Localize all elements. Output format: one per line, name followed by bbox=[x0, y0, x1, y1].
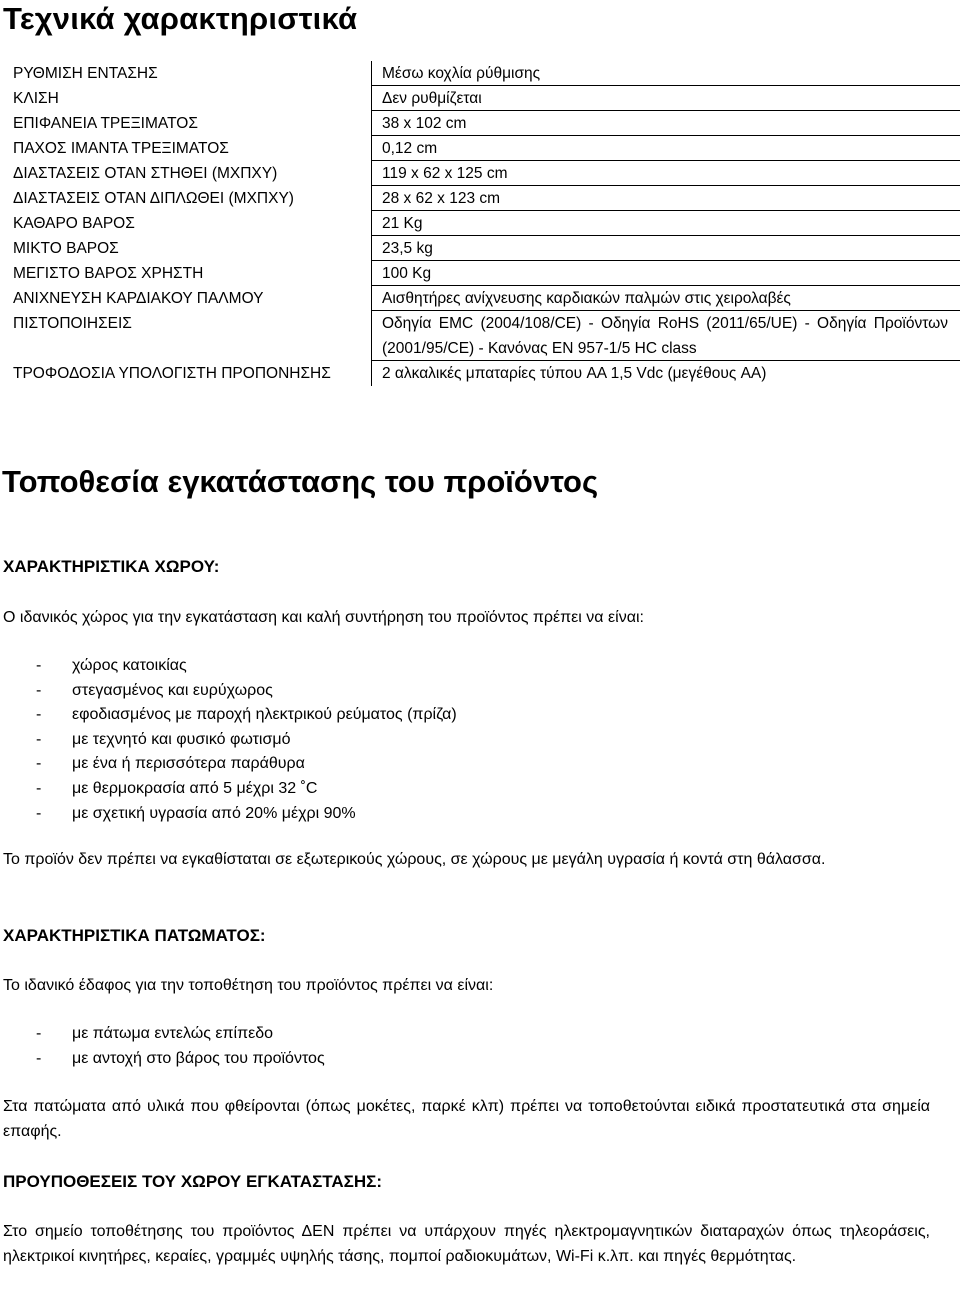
spec-key: ΚΑΘΑΡΟ ΒΑΡΟΣ bbox=[13, 215, 135, 232]
dash: - bbox=[36, 1049, 42, 1067]
spec-key: ΑΝΙΧΝΕΥΣΗ ΚΑΡΔΙΑΚΟΥ ΠΑΛΜΟΥ bbox=[13, 290, 264, 307]
spec-value: 38 x 102 cm bbox=[371, 111, 960, 136]
floor-intro: Το ιδανικό έδαφος για την τοποθέτηση του προϊόντος πρέπει να είναι: bbox=[3, 977, 494, 994]
list-item-text: εφοδιασμένος με παροχή ηλεκτρικού ρεύματος (πρίζα) bbox=[72, 706, 457, 724]
spec-value: 23,5 kg bbox=[371, 236, 960, 261]
spec-value: 21 Kg bbox=[371, 211, 960, 236]
floor-note: Στα πατώματα από υλικά που φθείρονται (όπως μοκέτες, παρκέ κλπ) πρέπει να τοποθετούνται ειδικά προστατευτικά στα σημεία επαφής. bbox=[3, 1098, 930, 1140]
list-item-text: με πάτωμα εντελώς επίπεδο bbox=[72, 1025, 274, 1042]
floor-list bbox=[3, 1022, 325, 1071]
page-title: Τεχνικά χαρακτηριστικά bbox=[3, 1, 358, 36]
spec-value: 100 Kg bbox=[371, 261, 960, 286]
room-list bbox=[3, 654, 457, 826]
floor-heading: ΧΑΡΑΚΤΗΡΙΣΤΙΚΑ ΠΑΤΩΜΑΤΟΣ: bbox=[3, 926, 266, 945]
spec-value: 28 x 62 x 123 cm bbox=[371, 186, 960, 211]
spec-key: ΚΛΙΣΗ bbox=[13, 90, 59, 107]
spec-value: 2 αλκαλικές μπαταρίες τύπου AA 1,5 Vdc (μεγέθους AA) bbox=[371, 361, 960, 386]
spec-key: ΠΙΣΤΟΠΟΙΗΣΕΙΣ bbox=[13, 315, 132, 332]
list-item-text: με θερμοκρασία από 5 μέχρι 32 ˚C bbox=[72, 779, 318, 797]
dash: - bbox=[36, 657, 42, 674]
spec-row bbox=[10, 261, 960, 286]
list-item-text: στεγασμένος και ευρύχωρος bbox=[72, 681, 273, 699]
spec-key: ΔΙΑΣΤΑΣΕΙΣ ΟΤΑΝ ΣΤΗΘΕΙ (ΜΧΠΧΥ) bbox=[13, 165, 278, 182]
dash: - bbox=[36, 755, 42, 773]
list-item bbox=[3, 1047, 325, 1072]
spec-value: Δεν ρυθμίζεται bbox=[371, 86, 960, 111]
list-item bbox=[3, 728, 457, 753]
spec-key: ΕΠΙΦΑΝΕΙΑ ΤΡΕΞΙΜΑΤΟΣ bbox=[13, 115, 198, 132]
dash: - bbox=[36, 730, 42, 748]
dash: - bbox=[36, 804, 42, 822]
prereq-text: Στο σημείο τοποθέτησης του προϊόντος ΔΕΝ πρέπει να υπάρχουν πηγές ηλεκτρομαγνητικών διαταραχών όπως τηλεοράσεις, ηλεκτρικοί κινητήρες, κεραίες, γραμμές υψηλής τάσης, πομποί ραδιοκυμάτων, Wi-Fi κ.λπ. και πηγές θερμότητας. bbox=[3, 1223, 930, 1265]
spec-value: 0,12 cm bbox=[371, 136, 960, 161]
room-heading: ΧΑΡΑΚΤΗΡΙΣΤΙΚΑ ΧΩΡΟΥ: bbox=[3, 557, 220, 576]
spec-row bbox=[10, 361, 960, 386]
spec-value: Αισθητήρες ανίχνευσης καρδιακών παλμών στις χειρολαβές bbox=[371, 286, 960, 311]
list-item bbox=[3, 1022, 325, 1047]
list-item-text: χώρος κατοικίας bbox=[72, 657, 187, 674]
spec-key: ΜΕΓΙΣΤΟ ΒΑΡΟΣ ΧΡΗΣΤΗ bbox=[13, 265, 204, 282]
spec-key: ΜΙΚΤΟ ΒΑΡΟΣ bbox=[13, 240, 119, 257]
spec-row bbox=[10, 111, 960, 136]
spec-value: Μέσω κοχλία ρύθμισης bbox=[371, 61, 960, 86]
list-item-text: με τεχνητό και φυσικό φωτισμό bbox=[72, 730, 291, 748]
spec-row bbox=[10, 211, 960, 236]
spec-row bbox=[10, 86, 960, 111]
list-item bbox=[3, 703, 457, 728]
spec-row bbox=[10, 186, 960, 211]
dash: - bbox=[36, 1025, 42, 1042]
spec-key: ΔΙΑΣΤΑΣΕΙΣ ΟΤΑΝ ΔΙΠΛΩΘΕΙ (ΜΧΠΧΥ) bbox=[13, 190, 294, 207]
list-item bbox=[3, 777, 457, 802]
room-intro: Ο ιδανικός χώρος για την εγκατάσταση και καλή συντήρηση του προϊόντος πρέπει να είναι: bbox=[3, 609, 644, 626]
list-item bbox=[3, 802, 457, 827]
list-item bbox=[3, 654, 457, 679]
list-item-text: με σχετική υγρασία από 20% μέχρι 90% bbox=[72, 804, 356, 822]
list-item bbox=[3, 679, 457, 704]
spec-value: 119 x 62 x 125 cm bbox=[371, 161, 960, 186]
spec-row bbox=[10, 286, 960, 311]
spec-row bbox=[10, 136, 960, 161]
list-item-text: με ένα ή περισσότερα παράθυρα bbox=[72, 755, 305, 773]
spec-key: ΡΥΘΜΙΣΗ ΕΝΤΑΣΗΣ bbox=[13, 65, 158, 82]
list-item-text: με αντοχή στο βάρος του προϊόντος bbox=[72, 1049, 325, 1067]
dash: - bbox=[36, 681, 42, 699]
dash: - bbox=[36, 706, 42, 724]
spec-key: ΤΡΟΦΟΔΟΣΙΑ ΥΠΟΛΟΓΙΣΤΗ ΠΡΟΠΟΝΗΣΗΣ bbox=[13, 365, 331, 382]
spec-row bbox=[10, 161, 960, 186]
spec-table bbox=[10, 61, 960, 386]
spec-row bbox=[10, 61, 960, 86]
spec-row bbox=[10, 236, 960, 261]
prereq-heading: ΠΡΟΥΠΟΘΕΣΕΙΣ ΤΟΥ ΧΩΡΟΥ ΕΓΚΑΤΑΣΤΑΣΗΣ: bbox=[3, 1172, 383, 1191]
room-note: Το προϊόν δεν πρέπει να εγκαθίσταται σε εξωτερικούς χώρους, σε χώρους με μεγάλη υγρασία ή κοντά στη θάλασσα. bbox=[3, 851, 826, 868]
spec-key: ΠΑΧΟΣ ΙΜΑΝΤΑ ΤΡΕΞΙΜΑΤΟΣ bbox=[13, 140, 229, 157]
list-item bbox=[3, 752, 457, 777]
spec-value: Οδηγία EMC (2004/108/CE) - Οδηγία RoHS (2011/65/UE) - Οδηγία Προϊόντων (2001/95/CE) - Κανόνας EN 957-1/5 HC class bbox=[371, 311, 960, 361]
dash: - bbox=[36, 779, 42, 797]
spec-row bbox=[10, 311, 960, 361]
section-title: Τοποθεσία εγκατάστασης του προϊόντος bbox=[2, 464, 599, 499]
